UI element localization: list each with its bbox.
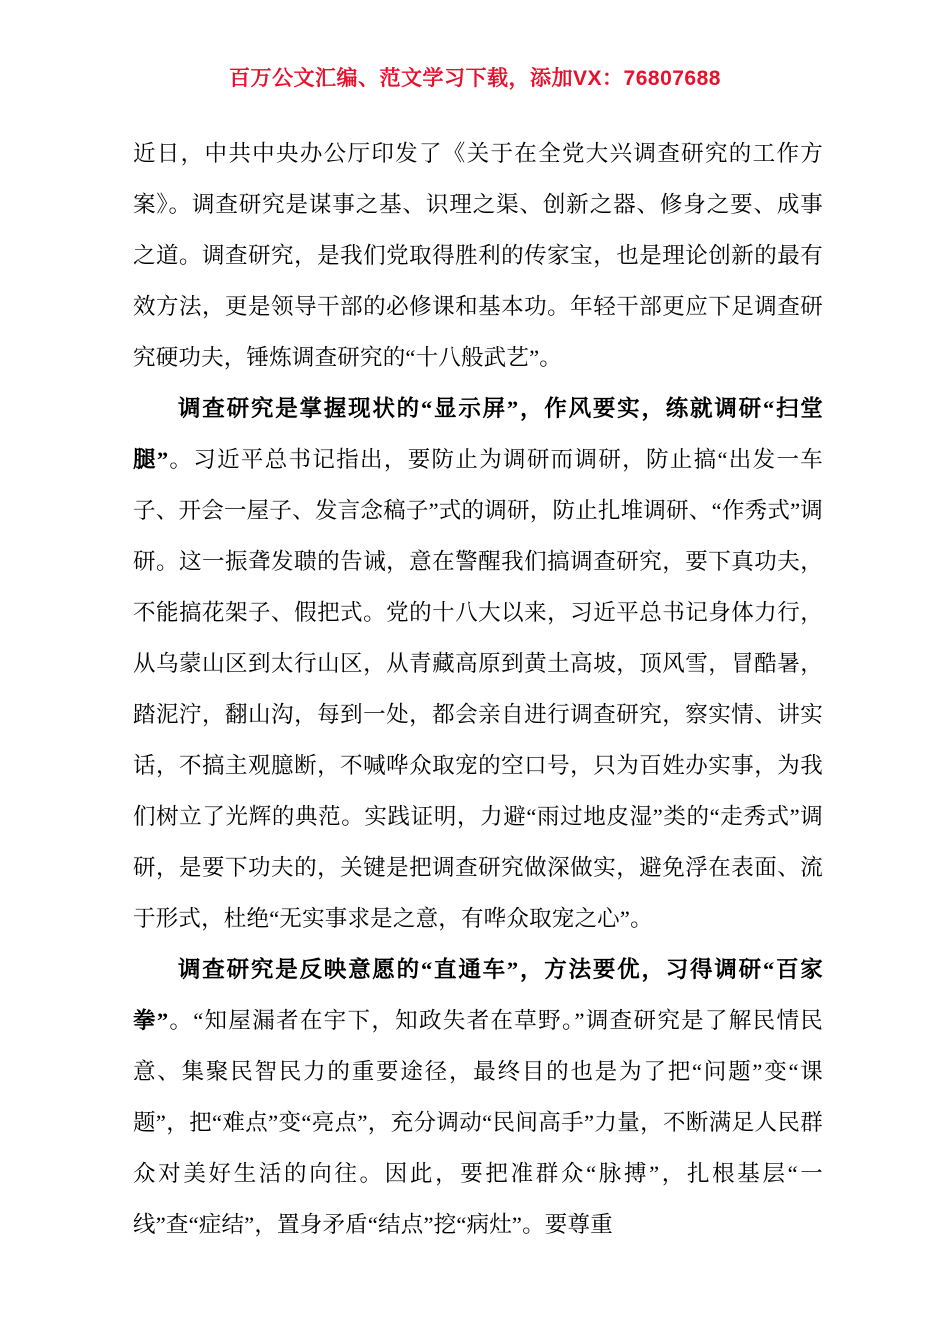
paragraph-1	[133, 128, 823, 383]
paragraph-heading-run: 调查研究是掌握现状的“显示屏”，作风要实，练就调研“扫堂腿”	[133, 396, 823, 472]
watermark-banner: 百万公文汇编、范文学习下载，添加VX：76807688	[229, 67, 721, 90]
paragraph-text-run: 近日，中共中央办公厅印发了《关于在全党大兴调查研究的工作方案》。调查研究是谋事之基、识理之渠、创新之器、修身之要、成事之道。调查研究，是我们党取得胜利的传家宝，也是理论创新的最有效方法，更是领导干部的必修课和基本功。年轻干部更应下足调查研究硬功夫，锤炼调查研究的“十八般武艺”。	[133, 141, 823, 370]
paragraph-text-run: 。习近平总书记指出，要防止为调研而调研，防止搞“出发一车子、开会一屋子、发言念稿子”式的调研，防止扎堆调研、“作秀式”调研。这一振聋发聩的告诫，意在警醒我们搞调查研究，要下真功夫，不能搞花架子、假把式。党的十八大以来，习近平总书记身体力行，从乌蒙山区到太行山区，从青藏高原到黄土高坡，顶风雪，冒酷暑，踏泥泞，翻山沟，每到一处，都会亲自进行调查研究，察实情、讲实话，不搞主观臆断，不喊哗众取宠的空口号，只为百姓办实事，为我们树立了光辉的典范。实践证明，力避“雨过地皮湿”类的“走秀式”调研，是要下功夫的，关键是把调查研究做深做实，避免浮在表面、流于形式，杜绝“无实事求是之意，有哗众取宠之心”。	[133, 447, 823, 931]
paragraph-2	[133, 383, 823, 944]
paragraph-3	[133, 944, 823, 1250]
paragraph-text-run: 。“知屋漏者在宇下，知政失者在草野。”调查研究是了解民情民意、集聚民智民力的重要途径，最终目的也是为了把“问题”变“课题”，把“难点”变“亮点”，充分调动“民间高手”力量，不断满足人民群众对美好生活的向往。因此，要把准群众“脉搏”，扎根基层“一线”查“症结”，置身矛盾“结点”挖“病灶”。要尊重	[133, 1008, 823, 1237]
document-body	[133, 128, 823, 1250]
paragraph-heading-run: 调查研究是反映意愿的“直通车”，方法要优，习得调研“百家拳”	[133, 957, 823, 1033]
